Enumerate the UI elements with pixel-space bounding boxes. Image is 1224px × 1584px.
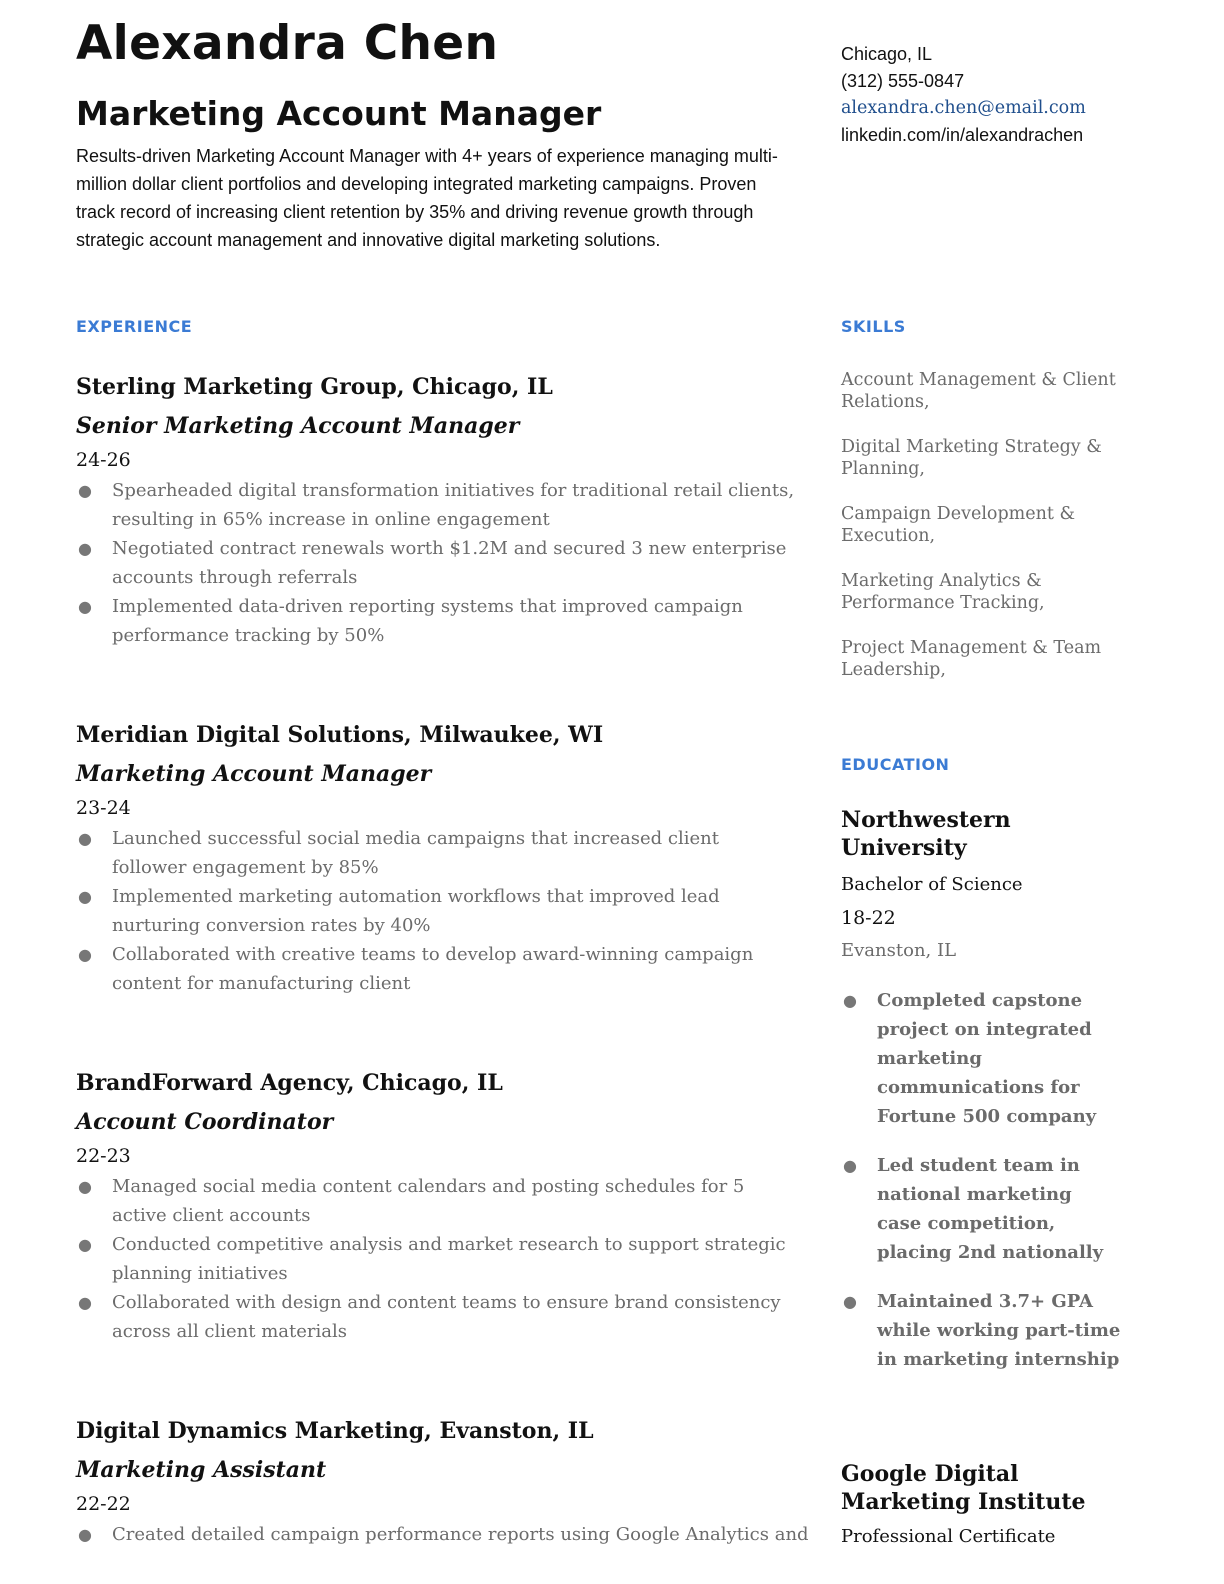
bullet-icon: ● [78,1525,92,1544]
employment-dates: 23-24 [76,797,131,819]
education-dates: 18-22 [841,907,896,929]
contact-linkedin: linkedin.com/in/alexandrachen [841,125,1084,145]
achievement-text: Managed social media content calendars and posting schedules for 5 active client accounts [112,1176,745,1226]
achievement-list [76,1172,796,1346]
role-title: Marketing Assistant [76,1457,327,1483]
education-achievement-item [841,1287,1121,1374]
achievement-list [76,824,796,998]
bullet-icon: ● [78,539,92,558]
professional-summary: Results-driven Marketing Account Manager with 4+ years of experience managing multi-million dollar client portfolios and developing integrated marketing campaigns. Proven track record of increasing client retention by 35% and driving revenue growth through strategic account management and innovative digital marketing solutions. [76,146,778,250]
achievement-item [76,882,796,940]
job-title: Marketing Account Manager [76,94,602,133]
skill-item: Project Management & Team Leadership, [841,638,1102,680]
education-location: Evanston, IL [841,940,957,961]
candidate-name: Alexandra Chen [76,16,499,71]
skills-heading: SKILLS [841,317,906,336]
achievement-text: Collaborated with design and content teams to ensure brand consistency across all client materials [112,1292,781,1342]
achievement-item [76,1520,809,1549]
contact-email-link[interactable]: alexandra.chen@email.com [841,98,1086,118]
achievement-text: Negotiated contract renewals worth $1.2M and secured 3 new enterprise accounts through referrals [112,538,787,588]
certificate-name: Professional Certificate [841,1526,1056,1547]
company-name: Sterling Marketing Group, Chicago, IL [76,374,553,400]
skill-item: Marketing Analytics & Performance Tracking, [841,571,1045,613]
achievement-text: Completed capstone project on integrated marketing communications for Fortune 500 company [877,990,1097,1127]
achievement-text: Spearheaded digital transformation initiatives for traditional retail clients, resulting in 65% increase in online engagement [112,480,795,530]
bullet-icon: ● [843,1156,857,1175]
employment-dates: 24-26 [76,449,131,471]
experience-section [76,370,809,1549]
experience-entry [76,370,796,718]
skills-list [841,369,1121,704]
resume-header [76,12,796,254]
institution-name: Google Digital Marketing Institute [841,1461,1086,1515]
employment-dates: 22-22 [76,1493,131,1515]
experience-entry [76,1066,796,1414]
company-name: Digital Dynamics Marketing, Evanston, IL [76,1418,594,1444]
degree: Bachelor of Science [841,874,1023,895]
bullet-icon: ● [78,829,92,848]
role-title: Account Coordinator [76,1109,334,1135]
achievement-list [76,1520,809,1549]
bullet-icon: ● [78,481,92,500]
experience-entry [76,1414,809,1549]
skill-item: Campaign Development & Execution, [841,504,1076,546]
contact-location: Chicago, IL [841,44,933,64]
achievement-text: Conducted competitive analysis and market research to support strategic planning initiatives [112,1234,786,1284]
employment-dates: 22-23 [76,1145,131,1167]
achievement-text: Implemented marketing automation workflows that improved lead nurturing conversion rates by 40% [112,886,720,936]
education-achievement-list [841,986,1121,1374]
achievement-item [76,476,796,534]
bullet-icon: ● [843,1292,857,1311]
experience-entry [76,718,796,1066]
bullet-icon: ● [78,597,92,616]
role-title: Senior Marketing Account Manager [76,413,520,439]
education-achievement-item [841,986,1121,1131]
achievement-item [76,1172,796,1230]
skill-item: Digital Marketing Strategy & Planning, [841,437,1102,479]
achievement-text: Collaborated with creative teams to develop award-winning campaign content for manufacturing client [112,944,754,994]
school-name: Northwestern University [841,807,1011,861]
education-entry [841,806,1121,1394]
bullet-icon: ● [78,1177,92,1196]
skill-item: Account Management & Client Relations, [841,370,1116,412]
achievement-item [76,940,796,998]
bullet-icon: ● [843,991,857,1010]
bullet-icon: ● [78,1235,92,1254]
achievement-text: Launched successful social media campaigns that increased client follower engagement by 85% [112,828,719,878]
achievement-item [76,1230,796,1288]
achievement-item [76,1288,796,1346]
achievement-text: Maintained 3.7+ GPA while working part-time in marketing internship [877,1291,1121,1370]
achievement-item [76,592,796,650]
achievement-text: Created detailed campaign performance reports using Google Analytics and [112,1524,809,1545]
achievement-list [76,476,796,650]
education-achievement-item [841,1151,1121,1267]
certification-entry [841,1460,1131,1550]
achievement-text: Led student team in national marketing case competition, placing 2nd nationally [877,1155,1104,1263]
bullet-icon: ● [78,887,92,906]
company-name: BrandForward Agency, Chicago, IL [76,1070,503,1096]
bullet-icon: ● [78,945,92,964]
education-heading: EDUCATION [841,755,950,774]
experience-heading: EXPERIENCE [76,317,193,336]
contact-info [841,41,1181,149]
company-name: Meridian Digital Solutions, Milwaukee, WI [76,722,604,748]
bullet-icon: ● [78,1293,92,1312]
achievement-item [76,824,796,882]
contact-phone: (312) 555-0847 [841,71,965,91]
achievement-item [76,534,796,592]
role-title: Marketing Account Manager [76,761,432,787]
achievement-text: Implemented data-driven reporting systems that improved campaign performance tracking by 50% [112,596,743,646]
